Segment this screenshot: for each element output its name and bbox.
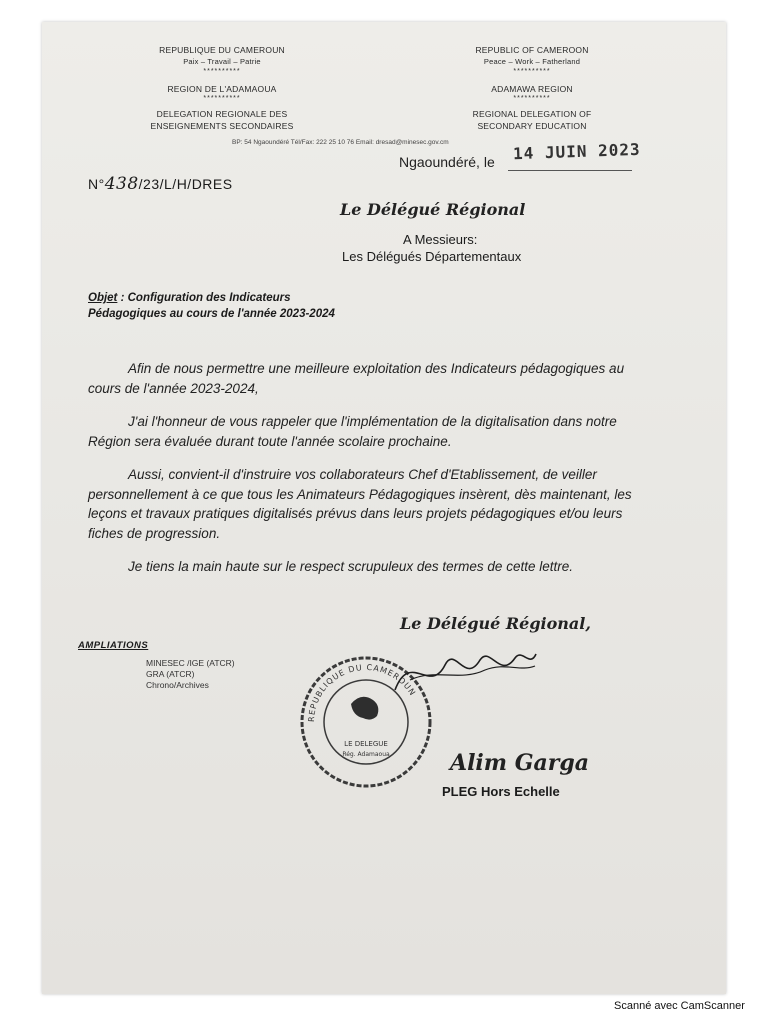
header-french xyxy=(122,44,322,132)
delegation-en-line1: REGIONAL DELEGATION OF xyxy=(472,109,592,119)
separator-en-2: ********** xyxy=(513,95,551,102)
ampliations-title: AMPLIATIONS xyxy=(78,640,149,651)
handwritten-signature xyxy=(390,640,540,700)
seal-center-text-1: LE DELEGUE xyxy=(344,740,388,748)
ampliation-item: Chrono/Archives xyxy=(146,680,209,690)
seal-center-text-2: Rég. Adamaoua xyxy=(342,751,390,758)
delegation-en-line2: SECONDARY EDUCATION xyxy=(477,121,587,131)
subject-line1: : Configuration des Indicateurs xyxy=(120,292,291,304)
reference-suffix: /23/L/H/DRES xyxy=(138,176,233,192)
header-english xyxy=(457,44,607,132)
sender-title: Le Délégué Régional xyxy=(340,200,526,219)
body-paragraph-4: Je tiens la main haute sur le respect scrupuleux des termes de cette lettre. xyxy=(128,559,573,574)
ampliations-list xyxy=(146,658,235,691)
scanner-credit: Scanné avec CamScanner xyxy=(614,1000,745,1012)
seal-ring-text: REPUBLIQUE DU CAMEROUN xyxy=(306,662,418,723)
country-name-en: REPUBLIC OF CAMEROON xyxy=(475,45,589,55)
motto-fr: Paix – Travail – Patrie xyxy=(183,57,261,66)
reference-number xyxy=(88,174,233,194)
signer-name: Alim Garga xyxy=(450,750,589,776)
reference-prefix: N° xyxy=(88,176,105,192)
ampliation-item: MINESEC /IGE (ATCR) xyxy=(146,658,235,668)
separator-fr: ********** xyxy=(203,68,241,75)
body-paragraph-3: Aussi, convient-il d'instruire vos collaborateurs Chef d'Etablissement, de veiller personnellement à ce que tous les Animateurs Pédagogiques insèrent, dès maintenant, les leçons et travaux pratiques digitalisés prévus dans leurs projets pédagogiques et/ou leurs fiches de progression. xyxy=(88,467,632,541)
signature-stroke-1 xyxy=(395,654,536,690)
region-en: ADAMAWA REGION xyxy=(491,84,573,94)
date-stamp: 14 JUIN 2023 xyxy=(512,139,641,164)
date-underline xyxy=(508,170,632,171)
addressee-line1: A Messieurs: xyxy=(403,232,478,247)
region-fr: REGION DE L'ADAMAOUA xyxy=(167,84,277,94)
place-date-prefix: Ngaoundéré, le xyxy=(399,154,495,170)
letter-body xyxy=(88,359,652,591)
body-paragraph-1: Afin de nous permettre une meilleure exploitation des Indicateurs pédagogiques au cours de l'année 2023-2024, xyxy=(88,361,625,396)
motto-en: Peace – Work – Fatherland xyxy=(483,57,581,66)
seal-emblem-icon xyxy=(351,697,378,720)
separator-en: ********** xyxy=(513,68,551,75)
contact-line: BP: 54 Ngaoundéré Tél/Fax: 222 25 10 76 Email: dresad@minesec.gov.cm xyxy=(232,139,449,146)
country-name-fr: REPUBLIQUE DU CAMEROUN xyxy=(159,45,285,55)
subject-block xyxy=(88,290,335,322)
subject-line2: Pédagogiques au cours de l'année 2023-2024 xyxy=(88,308,335,320)
addressee-line2: Les Délégués Départementaux xyxy=(342,249,522,264)
delegation-fr-line2: ENSEIGNEMENTS SECONDAIRES xyxy=(150,121,294,131)
subject-label: Objet xyxy=(88,292,118,304)
signer-rank: PLEG Hors Echelle xyxy=(442,784,560,799)
body-paragraph-2: J'ai l'honneur de vous rappeler que l'implémentation de la digitalisation dans notre Région sera évaluée durant toute l'année scolaire prochaine. xyxy=(88,414,617,449)
closing-title: Le Délégué Régional, xyxy=(400,614,591,633)
reference-handwritten-number: 438 xyxy=(104,174,139,194)
delegation-fr-line1: DELEGATION REGIONALE DES xyxy=(156,109,288,119)
letter-page xyxy=(42,22,726,994)
ampliation-item: GRA (ATCR) xyxy=(146,669,195,679)
separator-fr-2: ********** xyxy=(203,95,241,102)
